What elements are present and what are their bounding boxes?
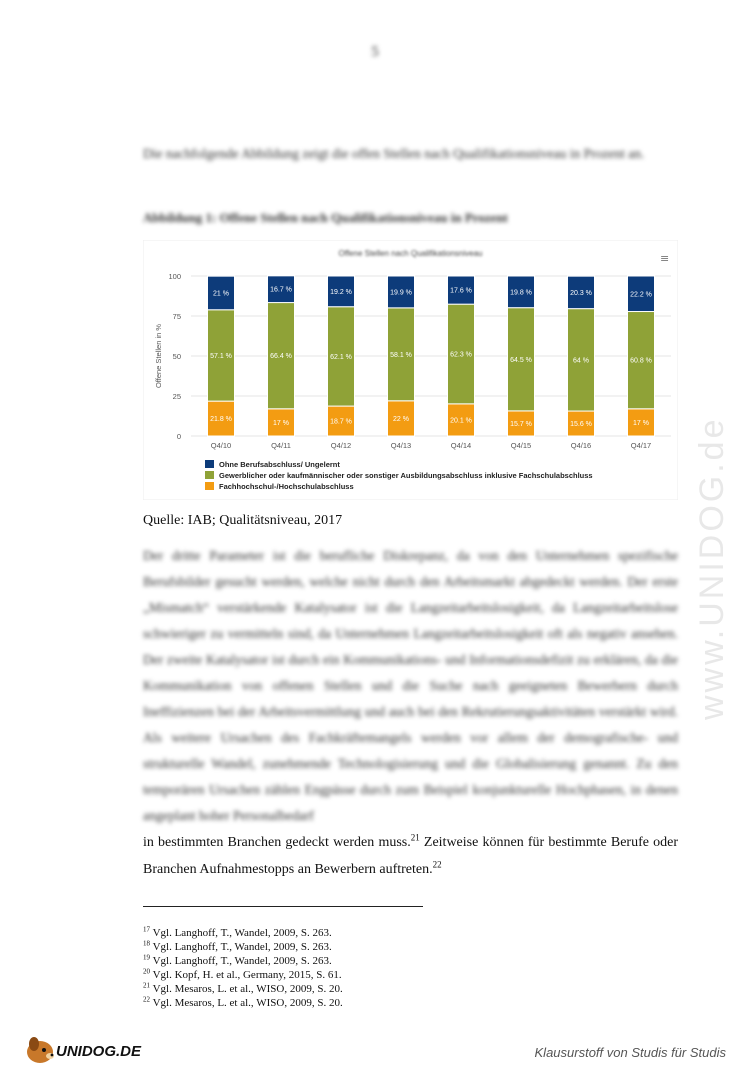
x-tick-label: Q4/14 — [450, 441, 472, 450]
data-label: 57.1 % — [210, 352, 232, 360]
data-label: 22.2 % — [630, 291, 652, 299]
data-label: 62.1 % — [330, 353, 352, 361]
data-label: 21.8 % — [210, 416, 232, 424]
data-label: 15.6 % — [570, 421, 592, 429]
footnote-ref-22: 22 — [432, 859, 442, 870]
data-label: 60.8 % — [630, 357, 652, 365]
data-label: 22 % — [393, 415, 409, 423]
y-tick-label: 100 — [168, 272, 181, 281]
data-label: 19.8 % — [510, 289, 532, 297]
watermark: www.UNIDOG.de — [693, 416, 731, 720]
footnote: $^{21}$ Vgl. Mesaros, L. et al., WISO, 2009, S. 20. — [143, 981, 343, 995]
y-tick-label: 50 — [172, 352, 181, 361]
chart — [143, 240, 678, 500]
menu-icon: ≡ — [660, 252, 670, 265]
data-label: 64.5 % — [510, 356, 532, 364]
footnote: $^{20}$ Vgl. Kopf, H. et al., Germany, 2015, S. 61. — [143, 967, 342, 981]
data-label: 15.7 % — [510, 420, 532, 428]
footnote: $^{22}$ Vgl. Mesaros, L. et al., WISO, 2009, S. 20. — [143, 995, 343, 1009]
body-paragraph-clear — [143, 829, 678, 883]
page-number: 5 — [371, 44, 379, 60]
body-paragraph-blurred: Der dritte Parameter ist die berufliche Diskrepanz, da von den Unternehmen spezifische Berufsbilder gesucht werden, welche nicht durch den Arbeitsmarkt abgedeckt werden. Der erste „Mismatch“ verstärkende Katalysator ist die Langzeitarbeitslosigkeit, da Langzeitarbeitslose schwieriger zu vermitteln sind, da Unternehmen Langzeitarbeitslosigkeit oft als negativ ansehen. Der zweite Katalysator ist durch ein Kommunikations- und Informationsdefizit zu erklären, da die Kommunikation von offenen Stellen und die Suche nach geeigneten Bewerbern durch Ineffizienzen bei der Arbeitsvermittlung und auch bei den Rekrutierungsaktivitäten verstärkt wird. Als weitere Ursachen des Fachkräftemangels werden vor allem der demografische- und strukturelle Wandel, zunehmende Technologisierung und die Globalisierung genannt. Zu den temporären Ursachen zählen Engpässe durch zum Beispiel konjunkturelle Hochphasen, in denen angeplant hoher Personalbedarf — [143, 548, 678, 823]
data-label: 17.6 % — [450, 287, 472, 295]
data-label: 21 % — [213, 290, 229, 298]
legend-label: Fachhochschul-/Hochschulabschluss — [219, 482, 354, 491]
x-tick-label: Q4/15 — [510, 441, 532, 450]
data-label: 17 % — [273, 419, 289, 427]
tagline: Klausurstoff von Studis für Studis — [534, 1045, 726, 1060]
data-label: 64 % — [573, 357, 589, 365]
data-label: 19.2 % — [330, 288, 352, 296]
source-line: Quelle: IAB; Qualitätsniveau, 2017 — [143, 513, 343, 528]
legend-label: Gewerblicher oder kaufmännischer oder sonstiger Ausbildungsabschluss inklusive Fachschulabschluss — [219, 471, 593, 480]
legend-label: Ohne Berufsabschluss/ Ungelernt — [219, 460, 340, 469]
footnotes — [143, 926, 343, 1010]
data-label: 58.1 % — [390, 351, 412, 359]
footnote: $^{19}$ Vgl. Langhoff, T., Wandel, 2009, S. 263. — [143, 953, 332, 967]
data-label: 19.9 % — [390, 289, 412, 297]
legend-swatch — [205, 471, 214, 479]
footnote-rule — [143, 906, 423, 907]
x-tick-label: Q4/11 — [271, 441, 291, 450]
data-label: 17 % — [633, 419, 649, 427]
logo-text: UNIDOG.DE — [56, 1043, 142, 1060]
footnote: $^{18}$ Vgl. Langhoff, T., Wandel, 2009, S. 263. — [143, 939, 332, 953]
body-clear-2: Zeitweise können für bestimmte Berufe oder Branchen Aufnahmestopps an Bewerbern auftreten. — [143, 835, 679, 877]
data-label: 18.7 % — [330, 418, 352, 426]
footnote: $^{17}$ Vgl. Langhoff, T., Wandel, 2009, S. 263. — [143, 925, 332, 939]
footnote-ref-21: 21 — [410, 832, 420, 843]
body-clear-1: in bestimmten Branchen gedeckt werden muss. — [143, 835, 411, 850]
data-label: 62.3 % — [450, 351, 472, 359]
data-label: 66.4 % — [270, 353, 292, 361]
y-tick-label: 0 — [176, 432, 181, 441]
data-label: 20.3 % — [570, 289, 592, 297]
y-tick-label: 25 — [172, 392, 181, 401]
data-label: 16.7 % — [270, 286, 292, 294]
y-axis-label: Offene Stellen in % — [154, 323, 163, 389]
x-tick-label: Q4/16 — [570, 441, 592, 450]
data-label: 20.1 % — [450, 417, 472, 425]
x-tick-label: Q4/12 — [330, 441, 352, 450]
x-tick-label: Q4/10 — [210, 441, 232, 450]
chart-svg — [143, 240, 678, 500]
x-tick-label: Q4/17 — [630, 441, 652, 450]
legend-swatch — [205, 460, 214, 468]
intro-paragraph: Die nachfolgende Abbildung zeigt die offen Stellen nach Qualifikationsniveau in Prozent an. — [143, 146, 645, 161]
x-tick-label: Q4/13 — [390, 441, 412, 450]
legend-swatch — [205, 482, 214, 490]
y-tick-label: 75 — [172, 312, 181, 321]
chart-title: Offene Stellen nach Qualifikationsniveau — [338, 249, 483, 258]
figure-caption: Abbildung 1: Offene Stellen nach Qualifikationsniveau in Prozent — [143, 210, 508, 225]
